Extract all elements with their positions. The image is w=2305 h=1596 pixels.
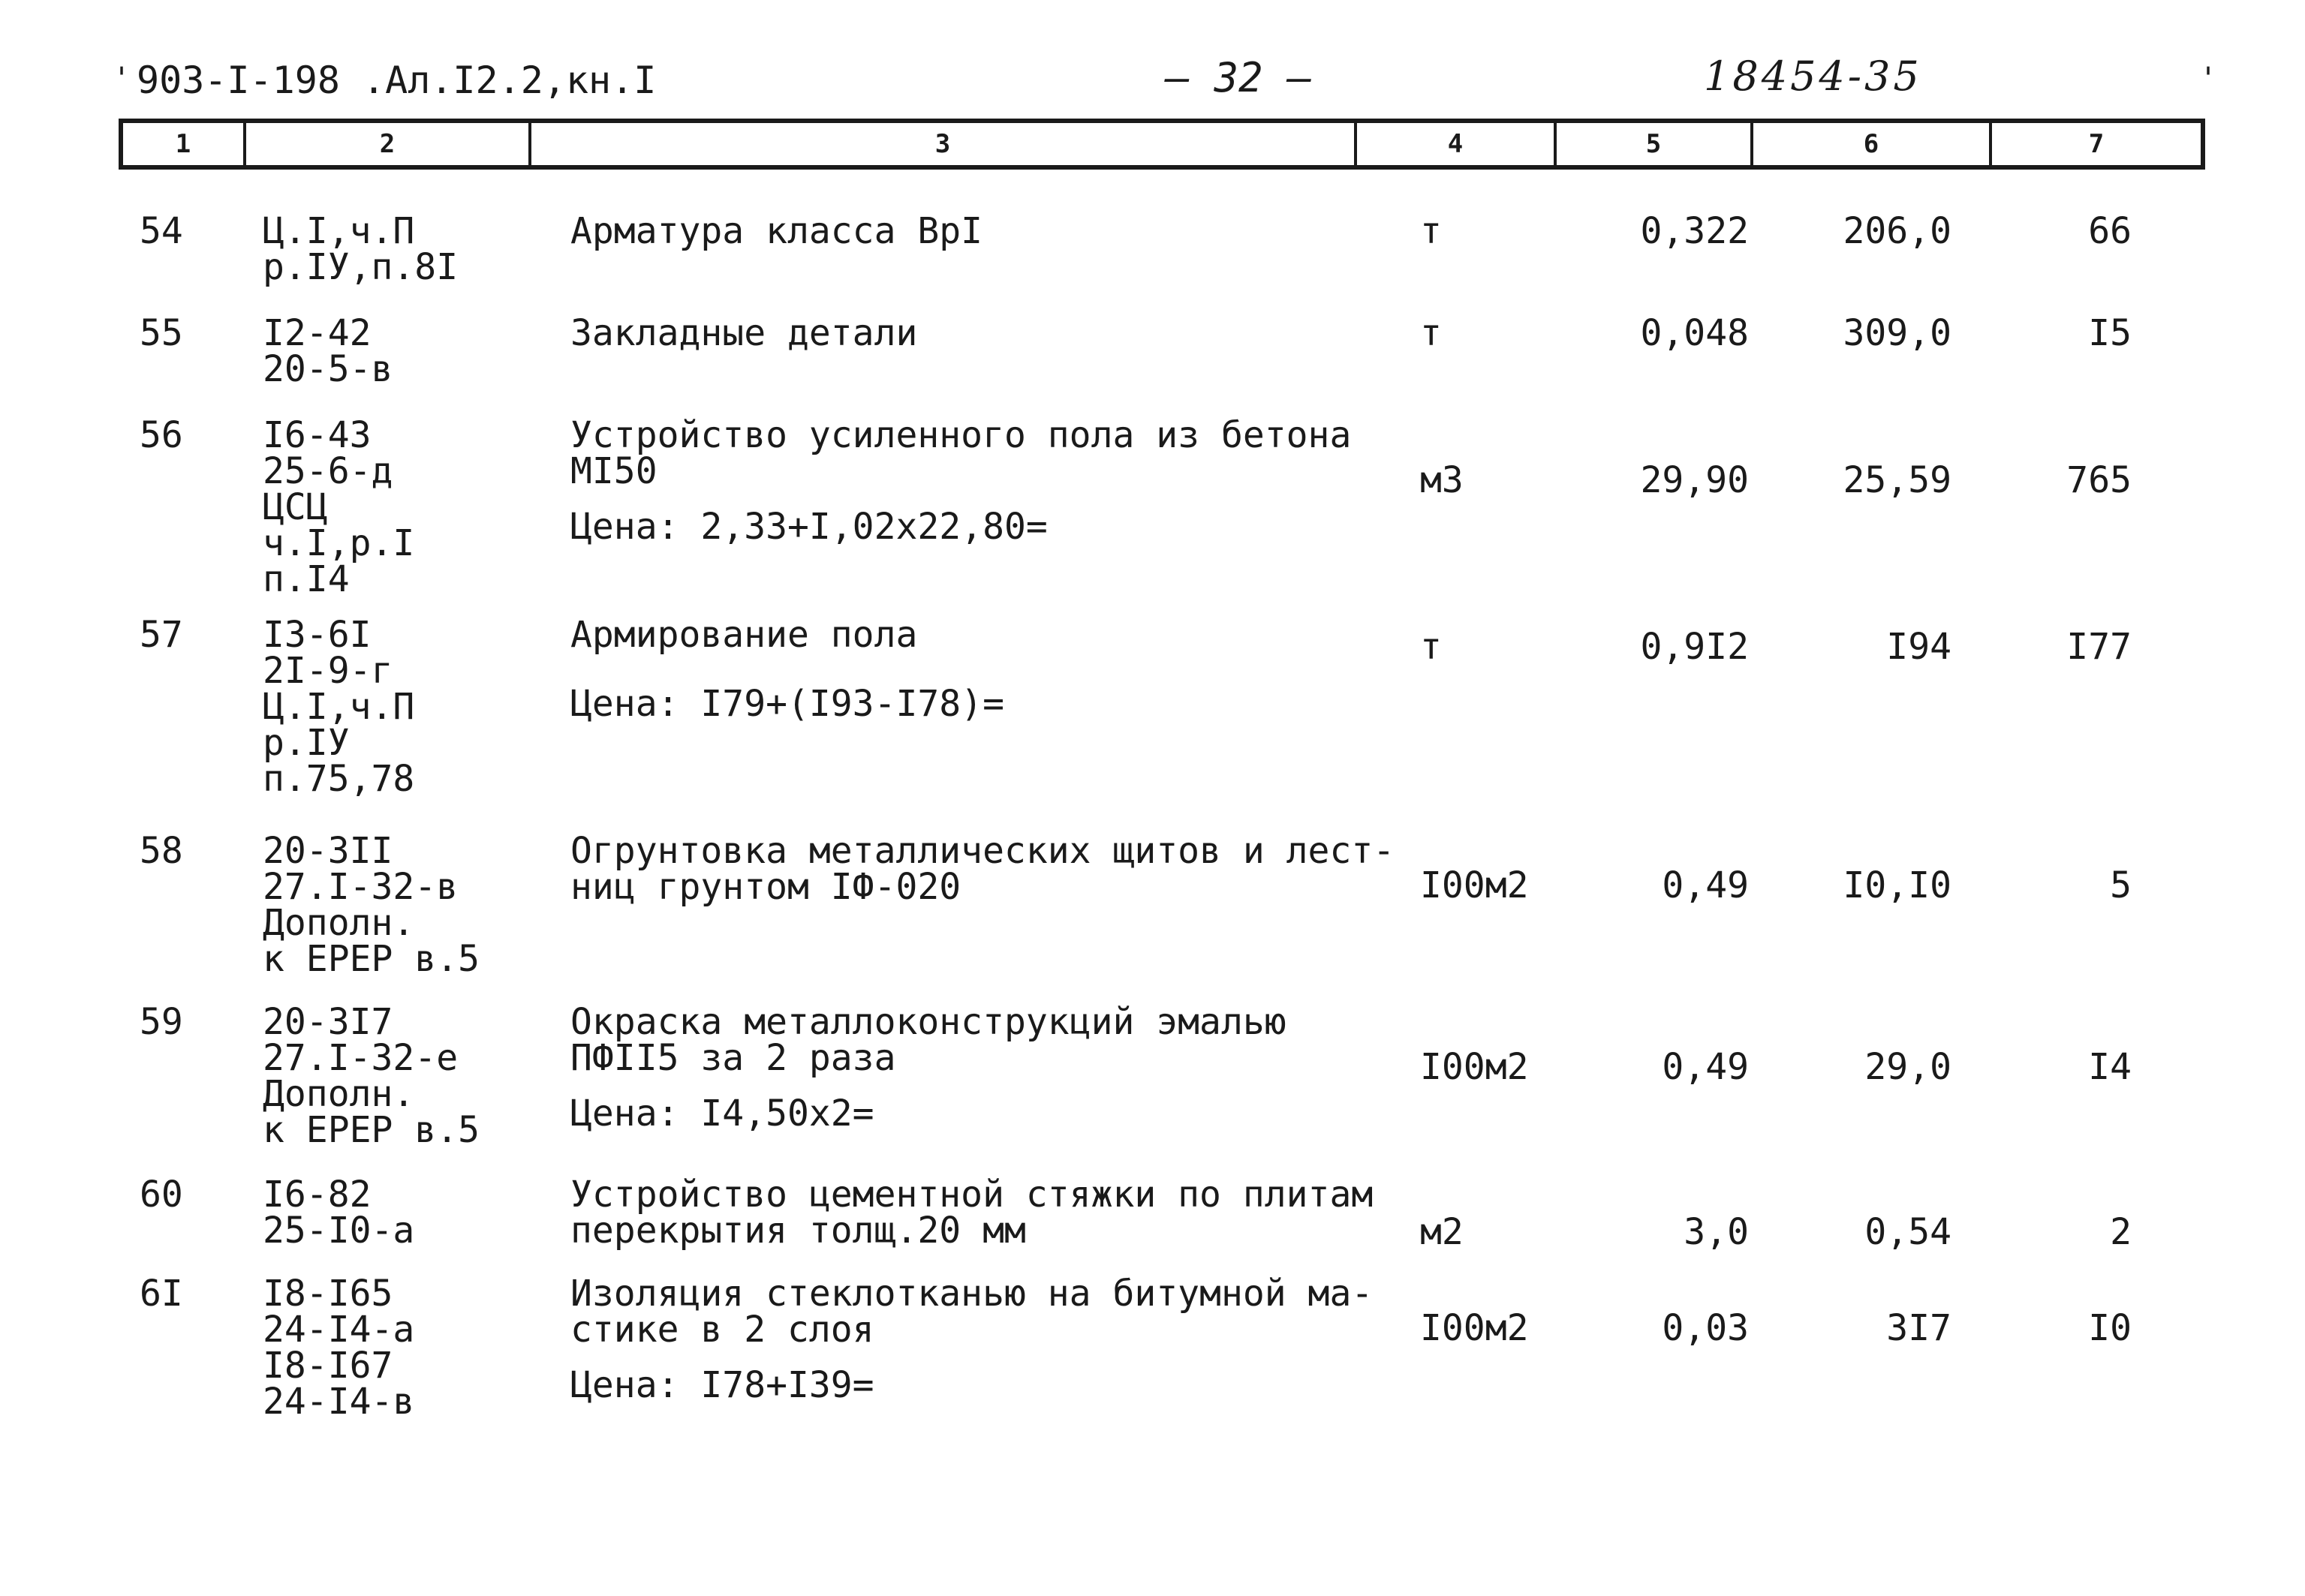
rate-code-line: ч.I,р.I: [263, 522, 415, 564]
rate-code-line: 27.I-32-в: [263, 866, 459, 908]
work-description-line: МI50: [570, 450, 657, 492]
unit-price: 0,54: [1864, 1211, 1951, 1253]
rate-code: [263, 414, 415, 600]
unit-of-measure: т: [1420, 312, 1442, 354]
unit-price: 3I7: [1886, 1307, 1951, 1349]
work-description-line: Изоляция стеклотканью на битумной ма-: [570, 1273, 1374, 1315]
rate-code-line: 20-3II: [263, 830, 393, 872]
rate-code-line: I8-I67: [263, 1345, 393, 1387]
rate-code-line: I8-I65: [263, 1273, 393, 1315]
rate-code: [263, 830, 480, 980]
row-number: 56: [140, 414, 183, 456]
rate-code: [263, 210, 459, 288]
work-description-line: Армирование пола: [570, 614, 918, 656]
work-description-line: Устройство усиленного пола из бетона: [570, 414, 1352, 456]
work-description: [570, 210, 983, 252]
work-description: [570, 1174, 1374, 1252]
price-calculation: Цена: 2,33+I,02х22,80=: [570, 506, 1048, 548]
page-header: [113, 53, 2218, 111]
quantity: 3,0: [1684, 1211, 1749, 1253]
rate-code-line: р.IУ: [263, 722, 350, 764]
margin-mark-right: ': [2199, 62, 2218, 96]
rate-code-line: к ЕРЕР в.5: [263, 938, 480, 980]
rate-code-line: 27.I-32-е: [263, 1037, 459, 1079]
unit-of-measure: I00м2: [1420, 864, 1529, 906]
quantity: 0,49: [1662, 864, 1749, 906]
margin-mark: ': [113, 62, 131, 96]
row-number: 57: [140, 614, 183, 656]
row-number: 59: [140, 1001, 183, 1043]
column-header-5: 5: [1557, 123, 1753, 165]
rate-code-line: к ЕРЕР в.5: [263, 1109, 480, 1151]
unit-price: I94: [1886, 626, 1951, 668]
work-description-line: Закладные детали: [570, 312, 918, 354]
work-description-line: Устройство цементной стяжки по плитам: [570, 1174, 1374, 1216]
rate-code-line: ЦСЦ: [263, 486, 328, 528]
total-cost: 765: [2066, 459, 2132, 501]
rate-code-line: I2-42: [263, 312, 372, 354]
column-header-2: 2: [246, 123, 531, 165]
rate-code-line: I3-6I: [263, 614, 372, 656]
rate-code: [263, 1174, 415, 1252]
unit-price: I0,I0: [1843, 864, 1951, 906]
rate-code-line: 20-5-в: [263, 348, 393, 390]
quantity: 0,048: [1640, 312, 1749, 354]
column-header-3: 3: [531, 123, 1357, 165]
unit-of-measure: м2: [1420, 1211, 1464, 1253]
quantity: 0,9I2: [1640, 626, 1749, 668]
work-description: [570, 1273, 1374, 1351]
total-cost: I0: [2088, 1307, 2132, 1349]
work-description: [570, 830, 1395, 908]
quantity: 0,03: [1662, 1307, 1749, 1349]
work-description-line: ПФII5 за 2 раза: [570, 1037, 896, 1079]
rate-code-line: I6-43: [263, 414, 372, 456]
rate-code: [263, 1001, 480, 1151]
work-description: [570, 312, 918, 354]
total-cost: I5: [2088, 312, 2132, 354]
unit-price: 206,0: [1843, 210, 1951, 252]
row-number: 58: [140, 830, 183, 872]
row-number: 60: [140, 1174, 183, 1216]
rate-code: [263, 312, 393, 390]
row-number: 54: [140, 210, 183, 252]
work-description-line: Арматура класса ВрI: [570, 210, 983, 252]
column-header-4: 4: [1357, 123, 1557, 165]
rate-code-line: Ц.I,ч.П: [263, 686, 415, 728]
column-header-row: [119, 119, 2205, 170]
rate-code-line: 25-I0-а: [263, 1210, 415, 1252]
page-number: — 32 —: [1165, 54, 1312, 101]
rate-code-line: п.75,78: [263, 758, 415, 800]
price-calculation: Цена: I4,50х2=: [570, 1093, 874, 1135]
work-description-line: стике в 2 слоя: [570, 1309, 874, 1351]
column-header-6: 6: [1753, 123, 1992, 165]
price-calculation: Цена: I79+(I93-I78)=: [570, 683, 1004, 725]
quantity: 29,90: [1640, 459, 1749, 501]
rate-code: [263, 614, 415, 800]
unit-of-measure: т: [1420, 626, 1442, 668]
unit-of-measure: I00м2: [1420, 1307, 1529, 1349]
row-number: 55: [140, 312, 183, 354]
rate-code: [263, 1273, 415, 1423]
total-cost: 5: [2110, 864, 2132, 906]
total-cost: I4: [2088, 1046, 2132, 1088]
work-description-line: Огрунтовка металлических щитов и лест-: [570, 830, 1395, 872]
unit-of-measure: I00м2: [1420, 1046, 1529, 1088]
rate-code-line: п.I4: [263, 558, 350, 600]
unit-price: 25,59: [1843, 459, 1951, 501]
unit-of-measure: м3: [1420, 459, 1464, 501]
rate-code-line: 24-I4-в: [263, 1381, 415, 1423]
rate-code-line: I6-82: [263, 1174, 372, 1216]
unit-price: 29,0: [1864, 1046, 1951, 1088]
column-header-7: 7: [2088, 129, 2105, 159]
work-description-line: Окраска металлоконструкций эмалью: [570, 1001, 1286, 1043]
rate-code-line: Дополн.: [263, 1073, 415, 1115]
quantity: 0,322: [1640, 210, 1749, 252]
archive-number: 18454-35: [1704, 53, 1922, 100]
unit-price: 309,0: [1843, 312, 1951, 354]
work-description: [570, 1001, 1286, 1079]
price-calculation: Цена: I78+I39=: [570, 1364, 874, 1406]
rate-code-line: 24-I4-а: [263, 1309, 415, 1351]
total-cost: 66: [2088, 210, 2132, 252]
work-description: [570, 614, 918, 656]
rate-code-line: 20-3I7: [263, 1001, 393, 1043]
row-number: 6I: [140, 1273, 183, 1315]
total-cost: I77: [2066, 626, 2132, 668]
work-description-line: ниц грунтом IФ-020: [570, 866, 961, 908]
rate-code-line: р.IУ,п.8I: [263, 246, 459, 288]
rate-code-line: Ц.I,ч.П: [263, 210, 415, 252]
document-code: 903-I-198 .Ал.I2.2,кн.I: [137, 59, 657, 102]
unit-of-measure: т: [1420, 210, 1442, 252]
column-header-1: 1: [123, 123, 246, 165]
quantity: 0,49: [1662, 1046, 1749, 1088]
work-description-line: перекрытия толщ.20 мм: [570, 1210, 1026, 1252]
rate-code-line: 2I-9-г: [263, 650, 393, 692]
total-cost: 2: [2110, 1211, 2132, 1253]
rate-code-line: 25-6-д: [263, 450, 393, 492]
work-description: [570, 414, 1352, 492]
rate-code-line: Дополн.: [263, 902, 415, 944]
